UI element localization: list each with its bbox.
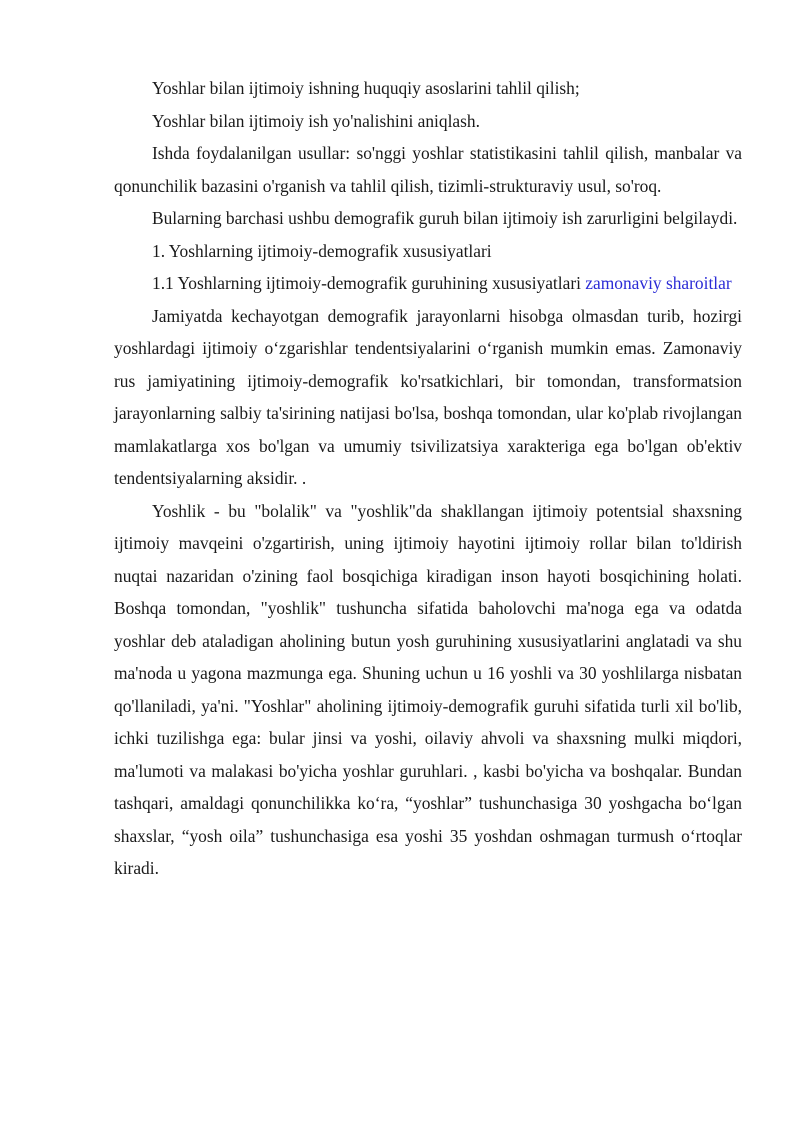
paragraph-youth-definition: Yoshlik - bu "bolalik" va "yoshlik"da shakllangan ijtimoiy potentsial shaxsning ijtimoiy mavqeini o'zgartirish, uning ijtimoiy hayotini ijtimoiy rollar bilan to'ldirish nuqtai nazaridan o'zining faol bosqichiga kiradigan inson hayoti bosqichining holati. Boshqa tomondan, "yoshlik" tushuncha sifatida baholovchi ma'noga ega va odatda yoshlar deb ataladigan aholining butun yosh guruhining xususiyatlarini anglatadi va shu ma'noda u yagona mazmunga ega. Shuning uchun u 16 yoshli va 30 yoshlilarga nisbatan qo'llaniladi, ya'ni. "Yoshlar" aholining ijtimoiy-demografik guruhi sifatida turli xil bo'lib, ichki tuzilishga ega: bular jinsi va yoshi, oilaviy ahvoli va shaxsning mulki miqdori, ma'lumoti va malakasi bo'yicha yoshlar guruhlari. , kasbi bo'yicha va boshqalar. Bundan tashqari, amaldagi qonunchilikka ko‘ra, “yoshlar” tushunchasiga 30 yoshgacha bo‘lgan shaxslar, “yosh oila” tushunchasiga esa yoshi 35 yoshdan oshmagan turmush o‘rtoqlar kiradi.: [114, 500, 742, 878]
section-heading: 1. Yoshlarning ijtimoiy-demografik xususiyatlari: [152, 240, 492, 261]
paragraph-necessity: Bularning barchasi ushbu demografik guruh bilan ijtimoiy ish zarurligini belgilaydi.: [152, 208, 738, 228]
hyperlink-modern-conditions[interactable]: zamonaviy sharoitlar: [585, 273, 732, 293]
paragraph-legal-basis: Yoshlar bilan ijtimoiy ishning huquqiy asoslarini tahlil qilish;: [152, 78, 580, 98]
document-page: [114, 72, 742, 885]
subsection-heading: [114, 267, 742, 300]
paragraph-demographic-processes: Jamiyatda kechayotgan demografik jarayonlarni hisobga olmasdan turib, hozirgi yoshlardagi ijtimoiy o‘zgarishlar tendentsiyalarini o‘rganish mumkin emas. Zamonaviy rus jamiyatining ijtimoiy-demografik ko'rsatkichlari, bir tomondan, transformatsion jarayonlarning salbiy ta'sirining natijasi bo'lsa, boshqa tomondan, ular ko'plab rivojlangan mamlakatlarga xos bo'lgan va umumiy tsivilizatsiya xarakteriga ega bo'lgan ob'ektiv tendentsiyalarning aksidir. .: [114, 305, 742, 488]
paragraph-methods: Ishda foydalanilgan usullar: so'nggi yoshlar statistikasini tahlil qilish, manbalar va qonunchilik bazasini o'rganish va tahlil qilish, tizimli-strukturaviy usul, so'roq.: [114, 143, 742, 196]
subsection-heading-text: 1.1 Yoshlarning ijtimoiy-demografik guruhining xususiyatlari: [152, 273, 586, 293]
paragraph-direction: Yoshlar bilan ijtimoiy ish yo'nalishini aniqlash.: [152, 110, 480, 131]
